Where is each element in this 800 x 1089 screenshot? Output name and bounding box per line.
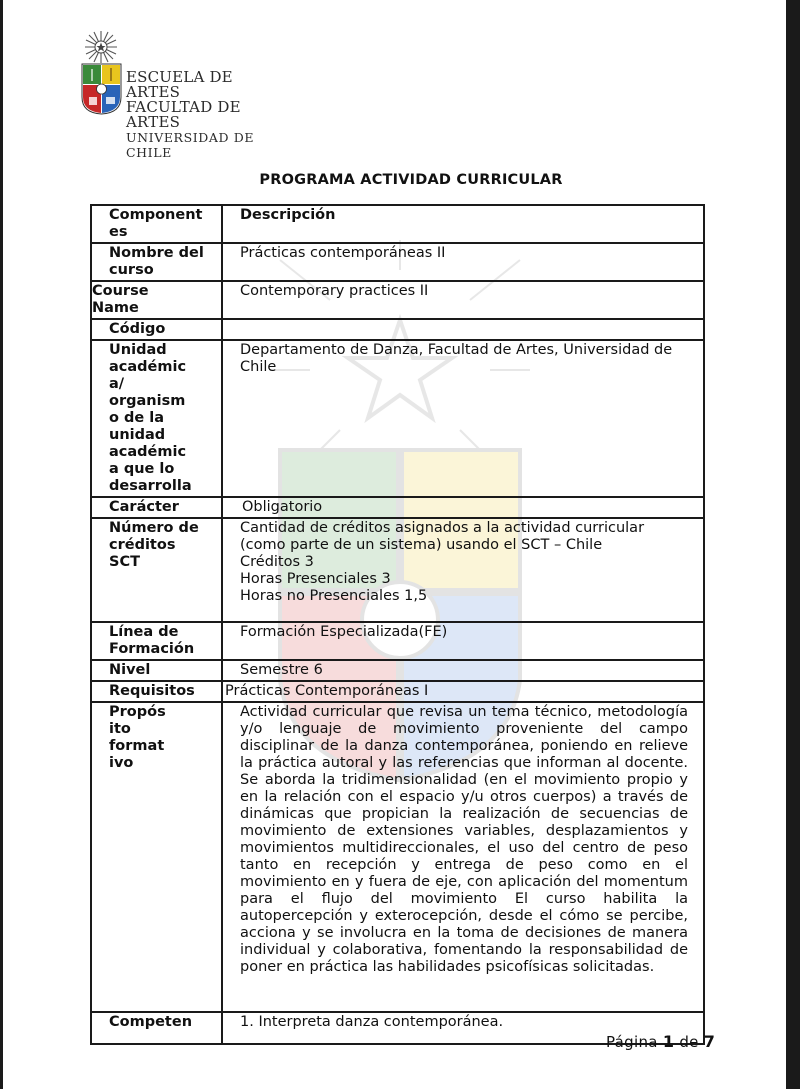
competencies-value: 1. Interpreta danza contemporánea.	[240, 1014, 504, 1030]
competencies-label: Competen	[109, 1014, 193, 1030]
course-name-label: Nombre del curso	[109, 245, 204, 278]
shield-emblem-icon	[81, 63, 122, 115]
page-separator: de	[679, 1033, 699, 1051]
table-row-unit	[91, 340, 704, 497]
level-label: Nivel	[109, 662, 151, 678]
header-label: Component es	[109, 207, 203, 240]
logo-faculty-name: FACULTAD DE ARTES	[126, 98, 241, 131]
program-table	[90, 204, 705, 1045]
requirements-label: Requisitos	[109, 683, 195, 699]
credits-label: Número de créditos SCT	[109, 520, 199, 570]
page-edge-left	[0, 0, 3, 1089]
credits-value: Cantidad de créditos asignados a la actividad curricular (como parte de un sistema) usando el SCT – Chile Créditos 3 Horas Presenciales 3 Horas no Presenciales 1,5	[240, 520, 645, 604]
table-row-code	[91, 319, 704, 340]
page-number	[606, 1032, 715, 1051]
table-row-line	[91, 622, 704, 660]
table-row-purpose	[91, 702, 704, 1012]
unit-value: Departamento de Danza, Facultad de Artes, Universidad de Chile	[240, 342, 673, 375]
table-row-credits	[91, 518, 704, 622]
page-edge-right	[786, 0, 800, 1089]
code-label: Código	[109, 321, 166, 337]
table-row-character	[91, 497, 704, 518]
document-title: PROGRAMA ACTIVIDAD CURRICULAR	[259, 172, 563, 188]
line-value: Formación Especializada(FE)	[240, 624, 448, 640]
level-value: Semestre 6	[240, 662, 323, 678]
requirements-value: Prácticas Contemporáneas I	[225, 683, 429, 699]
logo-university-name: UNIVERSIDAD DE CHILE	[126, 130, 255, 160]
page-total: 7	[703, 1032, 716, 1051]
header-value: Descripción	[240, 207, 336, 223]
character-value: Obligatorio	[242, 499, 323, 515]
purpose-value: Actividad curricular que revisa un tema técnico, metodología y/o lenguaje de movimiento proveniente del campo disciplinar de la danza contemporánea, poniendo en relieve la práctica autoral y las referencias que informan al docente. Se aborda la tridimensionalidad (en el movimiento propio y en la relación con el espacio y/u otros cuerpos) a través de dinámicas que propician la realización de secuencias de movimiento de extensiones variables, desplazamientos y movimientos multidireccionales, el uso del centro de peso tanto en recepción y entrega de peso como en el movimiento en y fuera de eje, con aplicación del momentum para el flujo del movimiento El curso habilita la autopercepción y exterocepción, desde el cómo se percibe, acciona y se involucra en la toma de decisiones de manera individual y colaborativa, fomentando la responsabilidad de poner en práctica las habilidades psicofísicas solicitadas.	[240, 704, 688, 975]
table-row-level	[91, 660, 704, 681]
table-row-requirements	[91, 681, 704, 702]
university-logo	[80, 30, 280, 160]
logo-school-name: ESCUELA DE ARTES	[126, 68, 233, 101]
purpose-label: Propós ito format ivo	[109, 704, 166, 771]
table-row-course-name-en	[91, 281, 704, 319]
sun-emblem-icon	[84, 30, 118, 64]
course-name-value: Prácticas contemporáneas II	[240, 245, 446, 261]
page-prefix: Página	[606, 1033, 658, 1051]
table-row-header	[91, 205, 704, 243]
unit-label: Unidad académic a/ organism o de la unidad académic a que lo desarrolla	[109, 342, 192, 494]
page-current: 1	[662, 1032, 675, 1051]
character-label: Carácter	[109, 499, 179, 515]
course-name-en-value: Contemporary practices II	[240, 283, 429, 299]
table-row-course-name	[91, 243, 704, 281]
course-name-en-label: Course Name	[92, 283, 149, 316]
line-label: Línea de Formación	[109, 624, 195, 657]
